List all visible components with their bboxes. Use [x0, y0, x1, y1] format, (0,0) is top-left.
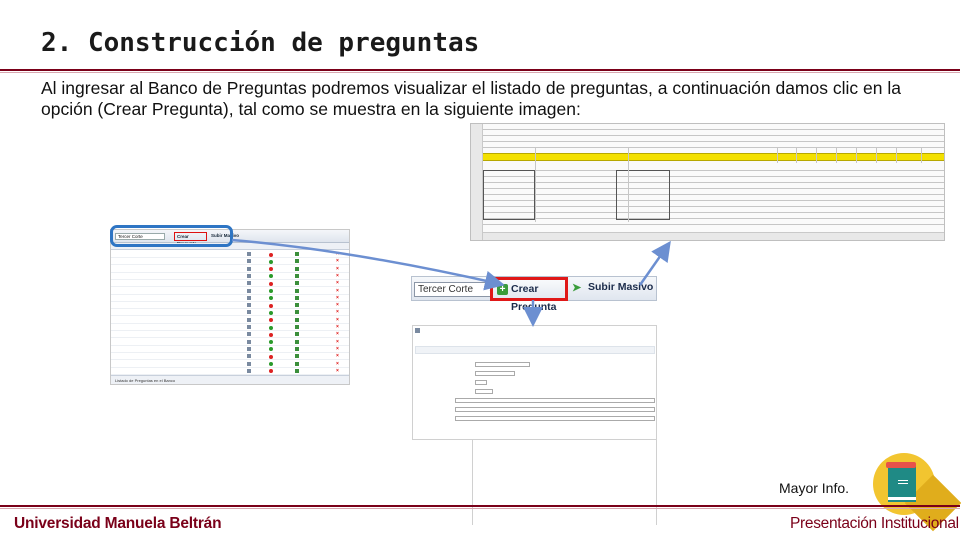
list-create-question-button[interactable]: Crear	[174, 232, 207, 241]
edit-icon[interactable]	[295, 296, 299, 300]
delete-icon[interactable]: ×	[336, 272, 339, 279]
list-item[interactable]	[111, 361, 349, 368]
status-dot-icon	[269, 347, 273, 351]
delete-icon[interactable]: ×	[336, 353, 339, 360]
delete-icon[interactable]: ×	[336, 338, 339, 345]
edit-icon[interactable]	[295, 325, 299, 329]
upload-arrow-icon: ➤	[572, 282, 582, 294]
delete-icon[interactable]: ×	[336, 324, 339, 330]
list-item[interactable]	[111, 273, 349, 280]
delete-icon[interactable]: ×	[336, 367, 339, 374]
list-footer: Listado de Preguntas en el Banco	[111, 375, 349, 384]
upload-bulk-label: Subir Masivo	[588, 281, 654, 293]
status-dot-icon	[269, 311, 273, 315]
list-item[interactable]	[111, 251, 349, 258]
delete-icon[interactable]: ×	[336, 345, 339, 352]
corte-select[interactable]	[414, 282, 500, 297]
edit-icon[interactable]	[295, 259, 299, 263]
list-item[interactable]	[111, 353, 349, 360]
footer-divider-thin	[0, 508, 960, 509]
delete-icon[interactable]: ×	[336, 294, 339, 301]
row-type-icon	[247, 281, 251, 285]
edit-icon[interactable]	[295, 303, 299, 307]
zoomed-toolbar	[411, 276, 657, 313]
edit-icon[interactable]	[295, 362, 299, 366]
presentation-label: Presentación Institucional	[790, 515, 959, 532]
list-item[interactable]	[111, 258, 349, 265]
edit-icon[interactable]	[295, 340, 299, 344]
row-type-icon	[247, 362, 251, 366]
row-type-icon	[247, 267, 251, 271]
status-dot-icon	[269, 282, 273, 286]
row-type-icon	[247, 325, 251, 329]
list-item[interactable]	[111, 280, 349, 287]
spreadsheet-header-row	[483, 153, 944, 161]
status-dot-icon	[269, 333, 273, 337]
row-type-icon	[247, 310, 251, 314]
row-type-icon	[247, 274, 251, 278]
delete-icon[interactable]: ×	[336, 265, 339, 272]
status-dot-icon	[269, 304, 273, 308]
edit-icon[interactable]	[295, 354, 299, 358]
row-type-icon	[247, 303, 251, 307]
status-dot-icon	[269, 253, 273, 257]
list-item[interactable]	[111, 368, 349, 375]
delete-icon[interactable]: ×	[336, 251, 339, 257]
university-name: Universidad Manuela Beltrán	[14, 515, 222, 532]
intro-paragraph: Al ingresar al Banco de Preguntas podremos visualizar el listado de preguntas, a continuación damos clic en la opción (Crear Pregunta), tal como se muestra en la siguiente imagen:	[41, 78, 901, 119]
delete-icon[interactable]: ×	[336, 316, 339, 323]
status-dot-icon	[269, 362, 273, 366]
row-type-icon	[247, 347, 251, 351]
row-type-icon	[247, 289, 251, 293]
list-item[interactable]	[111, 317, 349, 324]
list-item[interactable]	[111, 324, 349, 331]
column-letter-bar	[483, 232, 944, 240]
list-corte-select[interactable]: Tercer Corte	[115, 233, 165, 240]
delete-icon[interactable]: ×	[336, 360, 339, 367]
edit-icon[interactable]	[295, 281, 299, 285]
list-item[interactable]	[111, 331, 349, 338]
row-type-icon	[247, 296, 251, 300]
delete-icon[interactable]: ×	[336, 280, 339, 287]
row-type-icon	[247, 259, 251, 263]
title-divider	[0, 69, 960, 71]
delete-icon[interactable]: ×	[336, 287, 339, 294]
spreadsheet-screenshot	[470, 123, 945, 241]
status-dot-icon	[269, 355, 273, 359]
status-dot-icon	[269, 260, 273, 264]
edit-icon[interactable]	[295, 347, 299, 351]
list-item[interactable]	[111, 339, 349, 346]
upload-bulk-button[interactable]	[572, 281, 653, 293]
edit-icon[interactable]	[295, 267, 299, 271]
row-type-icon	[247, 252, 251, 256]
row-type-icon	[247, 340, 251, 344]
edit-icon[interactable]	[295, 332, 299, 336]
delete-icon[interactable]: ×	[336, 331, 339, 338]
status-dot-icon	[269, 369, 273, 373]
list-upload-button[interactable]: Subir Masivo	[211, 233, 240, 238]
status-dot-icon	[269, 318, 273, 322]
status-dot-icon	[269, 267, 273, 271]
list-item[interactable]	[111, 295, 349, 302]
question-list-screenshot	[110, 229, 350, 385]
question-form-screenshot	[412, 325, 657, 440]
status-dot-icon	[269, 326, 273, 330]
edit-icon[interactable]	[295, 369, 299, 373]
edit-icon[interactable]	[295, 318, 299, 322]
row-type-icon	[247, 354, 251, 358]
list-item[interactable]	[111, 309, 349, 316]
form-title	[415, 328, 422, 334]
delete-icon[interactable]: ×	[336, 302, 339, 309]
row-type-icon	[247, 369, 251, 373]
corte-select-value: Tercer Corte	[418, 284, 474, 295]
list-item[interactable]	[111, 288, 349, 295]
row-number-column	[471, 124, 483, 240]
title-divider-thin	[0, 72, 960, 73]
delete-icon[interactable]: ×	[336, 258, 339, 265]
create-question-label: Crear Pregunta	[511, 283, 557, 313]
delete-icon[interactable]: ×	[336, 309, 339, 316]
list-item[interactable]	[111, 302, 349, 309]
status-dot-icon	[269, 296, 273, 300]
edit-icon[interactable]	[295, 310, 299, 314]
list-item[interactable]	[111, 266, 349, 273]
row-type-icon	[247, 332, 251, 336]
form-info-bar	[415, 346, 655, 354]
more-info-link[interactable]: Mayor Info.	[779, 480, 850, 496]
edit-icon[interactable]	[295, 274, 299, 278]
create-question-button[interactable]	[490, 277, 568, 313]
status-dot-icon	[269, 274, 273, 278]
status-dot-icon	[269, 340, 273, 344]
edit-icon[interactable]	[295, 289, 299, 293]
row-type-icon	[247, 318, 251, 322]
add-icon: +	[497, 284, 508, 295]
edit-icon[interactable]	[295, 252, 299, 256]
status-dot-icon	[269, 289, 273, 293]
list-item[interactable]	[111, 346, 349, 353]
toolbar-highlight-frame	[110, 225, 233, 247]
page-title: 2. Construcción de preguntas	[41, 28, 480, 58]
footer-divider	[0, 505, 960, 507]
question-form-continued	[472, 440, 657, 525]
